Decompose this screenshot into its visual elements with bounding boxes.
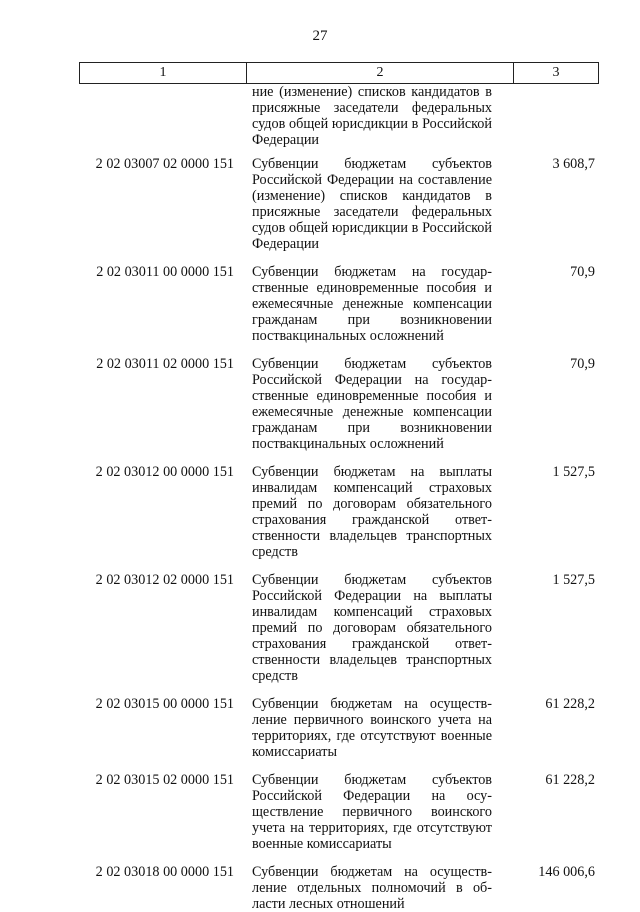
row-amount: 3 608,7 [552, 156, 595, 172]
row-code: 2 02 03012 02 0000 151 [95, 572, 234, 588]
row-code: 2 02 03015 02 0000 151 [95, 772, 234, 788]
table-row [79, 696, 599, 760]
row-amount: 70,9 [570, 264, 595, 280]
row-description: Субвенции бюджетам на осуществление первичного воинского учета на территориях, где отсутствуют военные комиссариаты [252, 696, 492, 760]
row-code: 2 02 03007 02 0000 151 [95, 156, 234, 172]
row-description: Субвенции бюджетам на осуществление отдельных полномочий в области лесных отношений [252, 864, 492, 912]
table-header [79, 62, 599, 84]
row-code [79, 84, 246, 148]
row-amount: 1 527,5 [552, 572, 595, 588]
row-amount: 61 228,2 [545, 696, 595, 712]
column-header-2: 2 [247, 63, 514, 83]
row-description: Субвенции бюджетам субъектов Российской Федерации на осуществление первичного воинского учета на территориях, где отсутствуют военные комиссариаты [252, 772, 492, 852]
row-code: 2 02 03018 00 0000 151 [95, 864, 234, 880]
page-number: 27 [312, 28, 328, 44]
row-amount: 61 228,2 [545, 772, 595, 788]
row-code: 2 02 03011 02 0000 151 [96, 356, 234, 372]
row-amount: 146 006,6 [538, 864, 595, 880]
row-amount: 70,9 [570, 356, 595, 372]
row-description: Субвенции бюджетам на выплаты инвалидам компенсаций страховых премий по договорам обязательного страхования гражданской ответственности владельцев транспортных средств [252, 464, 492, 560]
row-description: Субвенции бюджетам субъектов Российской Федерации на государственные единовременные пособия и ежемесячные денежные компенсации гражданам при возникновении поствакцинальных осложнений [252, 356, 492, 452]
table-row [79, 464, 599, 560]
row-description: ние (изменение) списков кандидатов в присяжные заседатели федеральных судов общей юрисдикции в Российской Федерации [252, 84, 492, 148]
table-row [79, 264, 599, 344]
column-header-1: 1 [80, 63, 247, 83]
column-header-3: 3 [552, 65, 560, 80]
table-row [79, 156, 599, 252]
budget-table [79, 84, 599, 912]
table-row [79, 772, 599, 852]
row-amount: 1 527,5 [552, 464, 595, 480]
row-code: 2 02 03011 00 0000 151 [96, 264, 234, 280]
table-row [79, 84, 599, 148]
row-description: Субвенции бюджетам субъектов Российской Федерации на составление (изменение) списков кандидатов в присяжные заседатели федеральных судов общей юрисдикции в Российской Федерации [252, 156, 492, 252]
row-description: Субвенции бюджетам субъектов Российской Федерации на выплаты инвалидам компенсаций страховых премий по договорам обязательного страхования гражданской ответственности владельцев транспортных средств [252, 572, 492, 684]
row-amount [492, 84, 599, 148]
row-description: Субвенции бюджетам на государственные единовременные пособия и ежемесячные денежные компенсации гражданам при возникновении поствакцинальных осложнений [252, 264, 492, 344]
row-code: 2 02 03015 00 0000 151 [95, 696, 234, 712]
table-row [79, 572, 599, 684]
table-row [79, 356, 599, 452]
row-code: 2 02 03012 00 0000 151 [95, 464, 234, 480]
